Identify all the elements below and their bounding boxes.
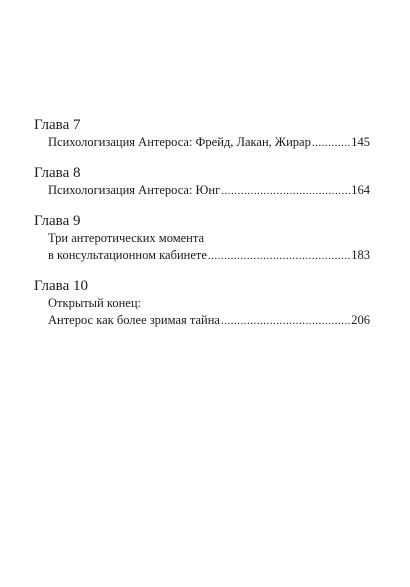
toc-entry-line bbox=[48, 295, 370, 312]
toc-chapter-8 bbox=[34, 164, 370, 200]
toc-entry-line bbox=[48, 247, 370, 265]
page-number: 145 bbox=[351, 135, 370, 149]
chapter-heading: Глава 7 bbox=[34, 117, 81, 133]
page-number: 164 bbox=[351, 183, 370, 197]
toc-entry bbox=[34, 295, 370, 330]
entry-title: Три антеротических момента bbox=[48, 231, 205, 245]
toc-entry bbox=[34, 182, 370, 200]
toc-chapter-10 bbox=[34, 277, 370, 330]
dot-leader bbox=[221, 183, 350, 200]
toc-entry-line bbox=[48, 230, 370, 247]
toc-entry-line bbox=[48, 312, 370, 330]
chapter-heading: Глава 8 bbox=[34, 165, 81, 181]
entry-title: Психологизация Антероса: Юнг bbox=[48, 183, 221, 197]
entry-title: Антерос как более зримая тайна bbox=[48, 313, 220, 327]
dot-leader bbox=[208, 248, 350, 265]
dot-leader bbox=[221, 313, 350, 330]
toc-entry bbox=[34, 230, 370, 265]
chapter-heading: Глава 10 bbox=[34, 278, 88, 294]
dot-leader bbox=[312, 135, 350, 152]
table-of-contents bbox=[34, 116, 370, 342]
toc-chapter-7 bbox=[34, 116, 370, 152]
toc-entry-line bbox=[48, 134, 370, 152]
toc-entry bbox=[34, 134, 370, 152]
page-number: 206 bbox=[351, 313, 370, 327]
toc-entry-line bbox=[48, 182, 370, 200]
entry-title: в консультационном кабинете bbox=[48, 248, 207, 262]
chapter-heading: Глава 9 bbox=[34, 213, 81, 229]
entry-title: Психологизация Антероса: Фрейд, Лакан, Жирар bbox=[48, 135, 311, 149]
page-number: 183 bbox=[351, 248, 370, 262]
entry-title: Открытый конец: bbox=[48, 296, 141, 310]
toc-chapter-9 bbox=[34, 212, 370, 265]
